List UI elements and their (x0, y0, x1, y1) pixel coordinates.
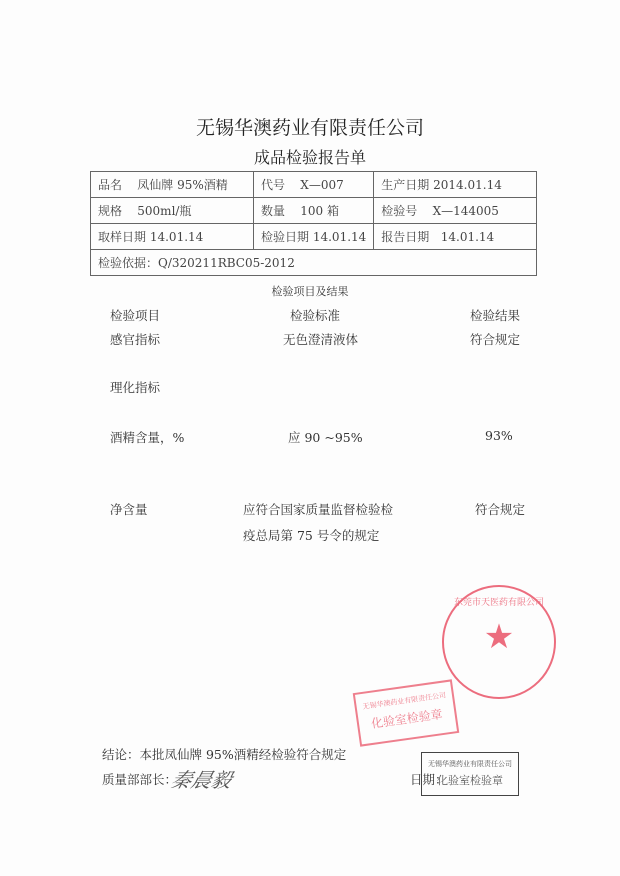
rect-stamp-line2: 化验室检验章 (370, 706, 444, 731)
box-stamp-line1: 无锡华澳药业有限责任公司 (428, 760, 512, 768)
standard-net-content-2: 疫总局第 75 号令的规定 (243, 528, 380, 543)
prod-date-label: 生产日期 (381, 178, 430, 192)
item-physchem: 理化指标 (110, 380, 161, 395)
manager-signature: 秦晨毅 (168, 768, 235, 792)
code-label: 代号 (261, 178, 286, 192)
sample-date-label: 取样日期 (98, 230, 147, 244)
item-alcohol: 酒精含量，% (110, 430, 185, 445)
basis-value: Q/320211RBC05-2012 (158, 256, 295, 270)
result-net-content: 符合规定 (475, 502, 526, 517)
qty-value: 100 箱 (300, 204, 340, 218)
date-label: 日期： (410, 772, 448, 787)
box-stamp-line2: 化验室检验章 (437, 774, 503, 787)
report-date-value: 14.01.14 (440, 230, 495, 244)
manager-label: 质量部部长： (102, 772, 178, 787)
prod-date-value: 2014.01.14 (433, 178, 502, 192)
black-lab-stamp (421, 752, 519, 796)
result-sensory: 符合规定 (470, 332, 521, 347)
product-info-table (90, 171, 537, 276)
test-date-value: 14.01.14 (312, 230, 367, 244)
rect-stamp-line1: 无锡华澳药业有限责任公司 (362, 691, 447, 711)
item-net-content: 净含量 (110, 502, 148, 517)
test-no-value: X—144005 (432, 204, 499, 218)
sample-date-value: 14.01.14 (149, 230, 204, 244)
star-icon: ★ (483, 617, 515, 657)
col-standard-header: 检验标准 (290, 308, 341, 323)
qty-label: 数量 (261, 204, 286, 218)
document-title: 成品检验报告单 (253, 148, 366, 167)
test-date-label: 检验日期 (261, 230, 310, 244)
product-value: 凤仙牌 95%酒精 (137, 178, 228, 192)
round-company-seal (442, 585, 556, 699)
company-name: 无锡华澳药业有限责任公司 (195, 117, 424, 139)
red-lab-stamp (353, 679, 460, 746)
code-value: X—007 (300, 178, 344, 192)
standard-net-content: 应符合国家质量监督检验检 (243, 502, 394, 517)
col-result-header: 检验结果 (470, 308, 521, 323)
report-date-label: 报告日期 (381, 230, 430, 244)
test-no-label: 检验号 (381, 204, 418, 218)
item-sensory: 感官指标 (110, 332, 161, 347)
product-label: 品名 (98, 178, 123, 192)
spec-value: 500ml/瓶 (137, 204, 192, 218)
standard-sensory: 无色澄清液体 (283, 332, 359, 347)
conclusion: 结论：本批凤仙牌 95%酒精经检验符合规定 (102, 747, 347, 762)
spec-label: 规格 (98, 204, 123, 218)
standard-alcohol: 应 90 ~95% (288, 430, 363, 445)
results-section-title: 检验项目及结果 (271, 285, 349, 298)
col-item-header: 检验项目 (110, 308, 161, 323)
result-alcohol: 93% (485, 428, 513, 443)
round-seal-text: 东莞市天医药有限公司 (453, 598, 544, 608)
basis-label: 检验依据： (98, 256, 159, 270)
